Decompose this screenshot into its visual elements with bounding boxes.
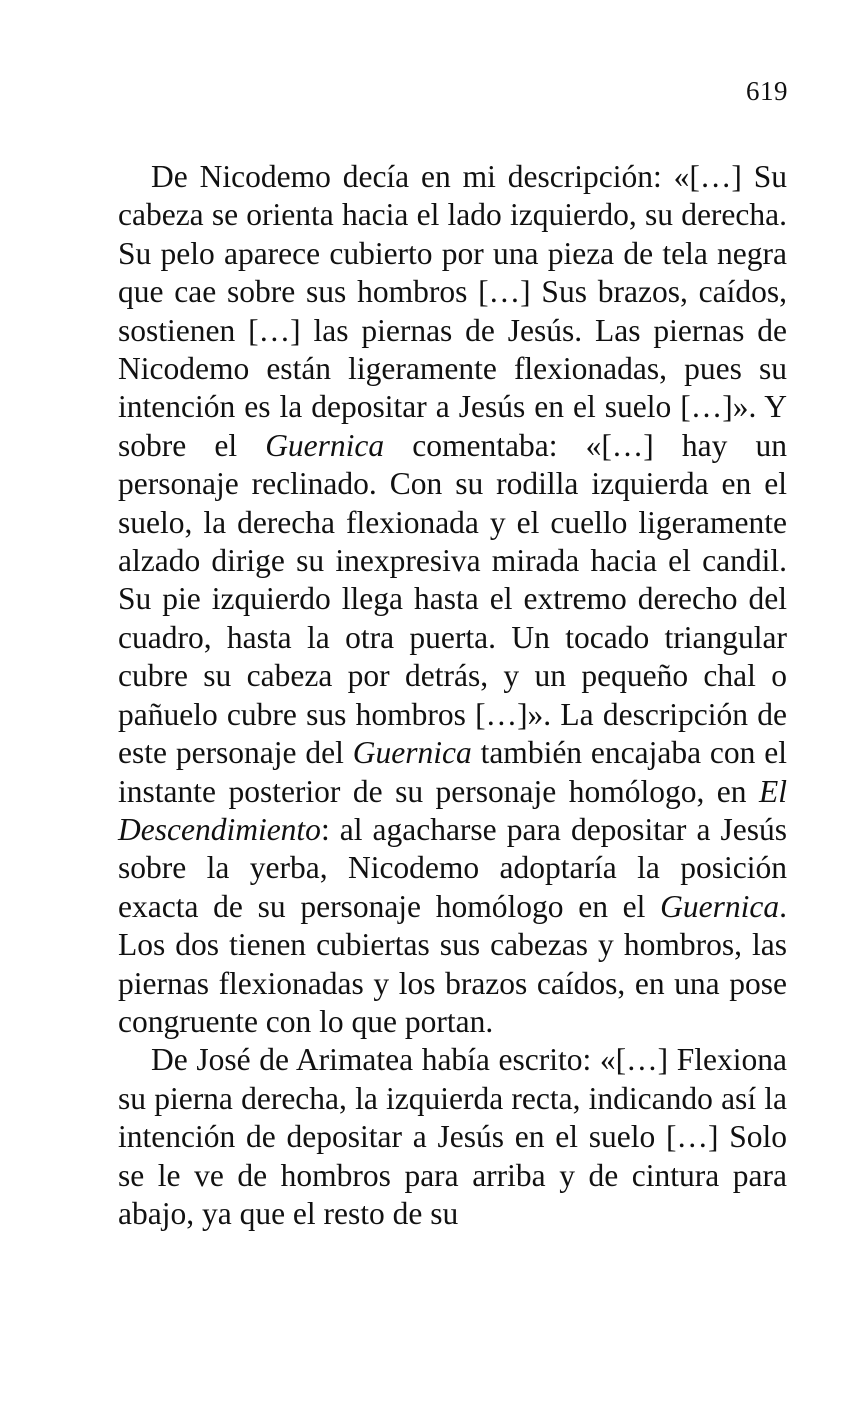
italic-title-guernica: Guernica (265, 427, 385, 463)
italic-title-guernica: Guernica (352, 735, 472, 771)
italic-title-el-descendimiento: El Descendimiento (118, 773, 787, 847)
paragraph-jose-de-arimatea (118, 1041, 787, 1233)
body-text (118, 158, 787, 1233)
text-segment: también encajaba con el instante posterior de su personaje homólogo, en (118, 735, 787, 809)
text-segment: De José de Arimatea había escrito: «[…] Flexiona su pierna derecha, la izquierda recta, indicando así la intención de depositar a Jesús en el suelo […] Solo se le ve de hombros para arriba y de cintura para abajo, ya que el resto de su (118, 1042, 787, 1231)
text-segment: comentaba: «[…] hay un personaje reclinado. Con su rodilla izquierda en el suelo, la derecha flexionada y el cuello ligeramente alzado dirige su inexpresiva mirada hacia el candil. Su pie izquierdo llega hasta el extremo derecho del cuadro, hasta la otra puerta. Un tocado triangular cubre su cabeza por detrás, y un pequeño chal o pañuelo cubre sus hombros […]». La descripción de este personaje del (118, 427, 787, 771)
text-segment: : al agacharse para depositar a Jesús sobre la yerba, Nicodemo adoptaría la posición exacta de su personaje homólogo en el (118, 811, 787, 924)
text-segment: De Nicodemo decía en mi descripción: «[…] Su cabeza se orienta hacia el lado izquierdo, su derecha. Su pelo aparece cubierto por una pieza de tela negra que cae sobre sus hombros […] Sus brazos, caídos, sostienen […] las piernas de Jesús. Las piernas de Nicodemo están ligeramente flexionadas, pues su intención es la depositar a Jesús en el suelo […]». Y sobre el (118, 159, 787, 463)
italic-title-guernica: Guernica (660, 888, 780, 924)
paragraph-nicodemo (118, 158, 787, 1041)
page-number: 619 (746, 76, 788, 106)
text-segment: . Los dos tienen cubiertas sus cabezas y hombros, las piernas flexionadas y los brazos caídos, en una pose congruente con lo que portan. (118, 888, 787, 1039)
